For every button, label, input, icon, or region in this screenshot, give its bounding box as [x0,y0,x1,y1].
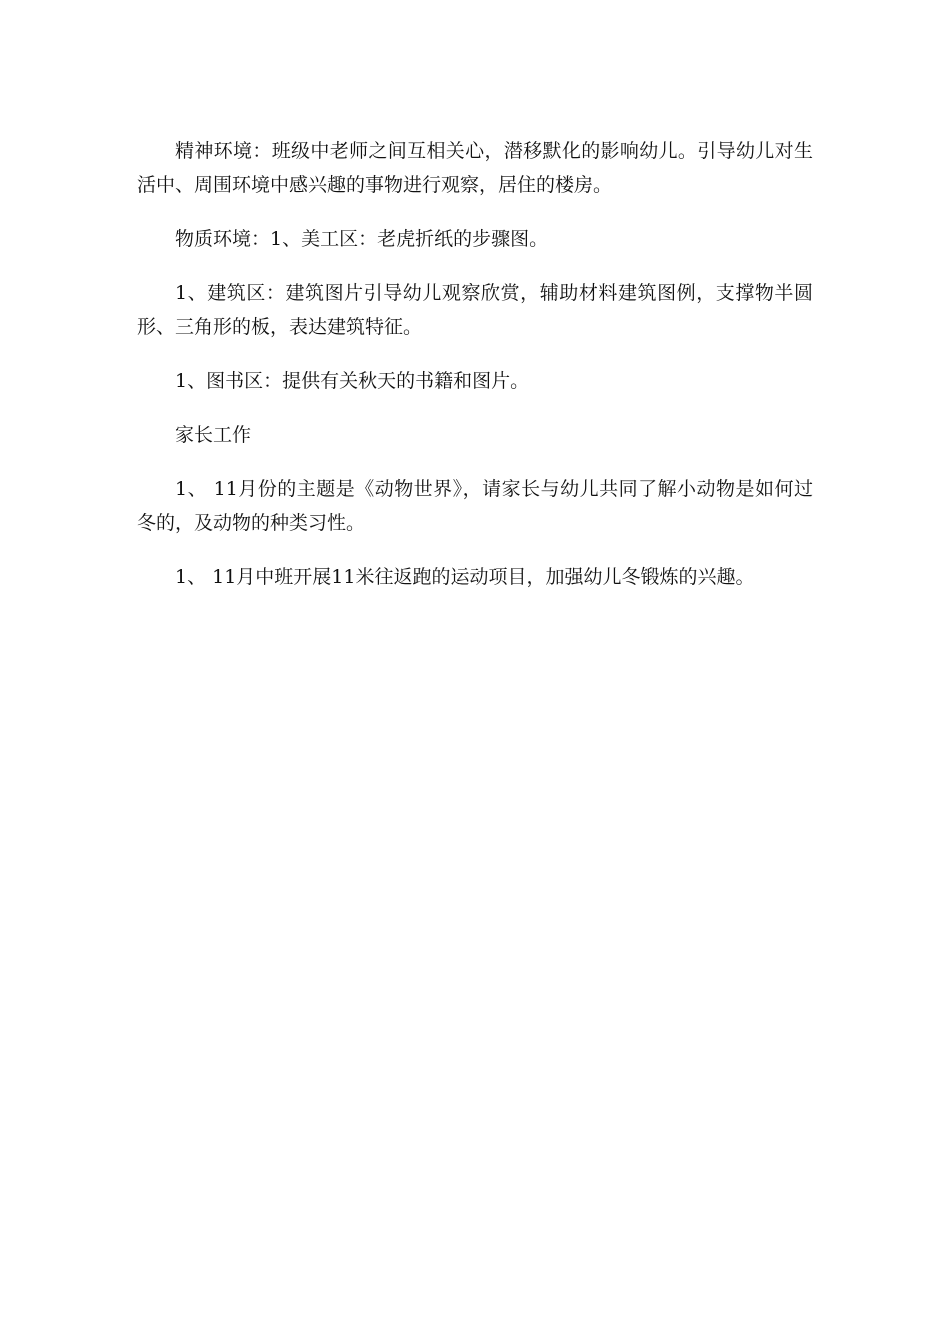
paragraph-spiritual-environment: 精神环境：班级中老师之间互相关心，潜移默化的影响幼儿。引导幼儿对生活中、周围环境中感兴趣的事物进行观察，居住的楼房。 [137,140,813,196]
section-heading-parent-work: 家长工作 [175,424,252,446]
paragraph-material-environment: 物质环境：1、美工区：老虎折纸的步骤图。 [175,228,549,250]
paragraph-parent-item-1: 1、 11月份的主题是《动物世界》，请家长与幼儿共同了解小动物是如何过冬的，及动物的种类习性。 [137,478,813,534]
paragraph-parent-item-2: 1、 11月中班开展11米往返跑的运动项目，加强幼儿冬锻炼的兴趣。 [175,566,755,588]
paragraph-book-area: 1、图书区：提供有关秋天的书籍和图片。 [175,370,530,392]
paragraph-building-area: 1、建筑区：建筑图片引导幼儿观察欣赏，辅助材料建筑图例，支撑物半圆形、三角形的板，表达建筑特征。 [137,282,813,338]
document-body [137,134,813,614]
